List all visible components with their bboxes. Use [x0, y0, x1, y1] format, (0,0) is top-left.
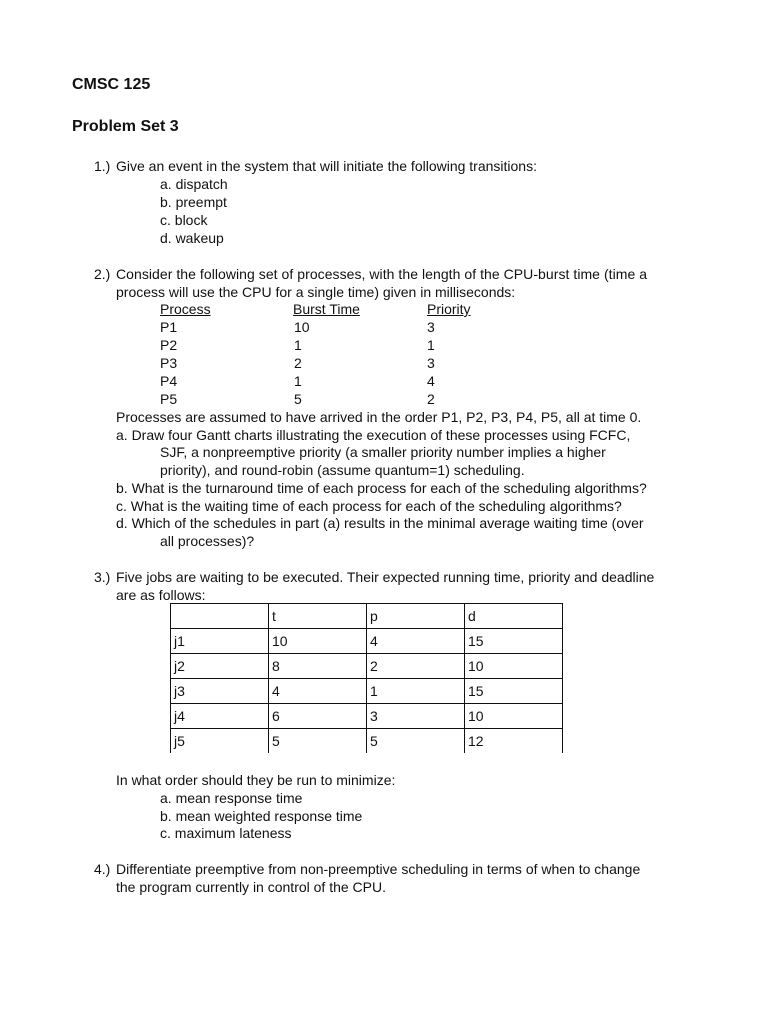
burst-time-header: Burst Time — [293, 301, 360, 317]
q3-order-question: In what order should they be run to minimize: — [116, 772, 396, 788]
table-row — [171, 704, 563, 729]
q1-item-c: c. block — [160, 212, 208, 228]
table-row — [171, 604, 563, 629]
process-row-1-burst: 10 — [294, 319, 310, 335]
q1-text: Give an event in the system that will initiate the following transitions: — [116, 158, 537, 174]
q3-item-c: c. maximum lateness — [160, 825, 292, 841]
q2-part-a-line2: SJF, a nonpreemptive priority (a smaller priority number implies a higher — [160, 444, 606, 460]
process-row-3-name: P3 — [160, 355, 178, 371]
table-cell: 4 — [367, 629, 465, 654]
table-cell: 8 — [269, 654, 367, 679]
q3-number: 3.) — [94, 569, 111, 585]
process-row-4-name: P4 — [160, 373, 178, 389]
table-cell: 4 — [269, 679, 367, 704]
q3-text-line2: are as follows: — [116, 587, 206, 603]
q2-part-c: c. What is the waiting time of each process for each of the scheduling algorithms? — [116, 498, 622, 514]
jobs-header-p: p — [367, 604, 465, 629]
q2-part-d-line1: d. Which of the schedules in part (a) results in the minimal average waiting time (over — [116, 515, 644, 531]
table-cell: 1 — [367, 679, 465, 704]
table-cell: 10 — [465, 654, 563, 679]
q2-text-line2: process will use the CPU for a single time) given in milliseconds: — [116, 284, 516, 300]
process-row-2-priority: 1 — [427, 337, 435, 353]
table-cell: 10 — [465, 704, 563, 729]
process-row-2-burst: 1 — [294, 337, 302, 353]
table-cell: 3 — [367, 704, 465, 729]
table-cell: 15 — [465, 629, 563, 654]
process-row-5-burst: 5 — [294, 391, 302, 407]
process-row-5-priority: 2 — [427, 391, 435, 407]
priority-header: Priority — [427, 301, 471, 317]
q2-part-a-line1: a. Draw four Gantt charts illustrating the execution of these processes using FCFC, — [116, 427, 631, 443]
q3-text-line1: Five jobs are waiting to be executed. Their expected running time, priority and deadline — [116, 569, 655, 585]
jobs-header-job — [171, 604, 269, 629]
table-row — [171, 654, 563, 679]
table-cell: 5 — [269, 729, 367, 754]
q2-part-a-line3: priority), and round-robin (assume quantum=1) scheduling. — [160, 462, 525, 478]
process-row-1-name: P1 — [160, 319, 178, 335]
q1-item-a: a. dispatch — [160, 176, 228, 192]
q1-item-b: b. preempt — [160, 194, 227, 210]
process-row-4-burst: 1 — [294, 373, 302, 389]
q1-item-d: d. wakeup — [160, 230, 224, 246]
q3-item-b: b. mean weighted response time — [160, 808, 363, 824]
table-cell: 12 — [465, 729, 563, 754]
table-cell: 5 — [367, 729, 465, 754]
table-cell: j1 — [171, 629, 269, 654]
process-header: Process — [160, 301, 211, 317]
q4-text-line1: Differentiate preemptive from non-preemptive scheduling in terms of when to change — [116, 861, 641, 877]
q2-number: 2.) — [94, 266, 111, 282]
table-row — [171, 629, 563, 654]
table-cell: 6 — [269, 704, 367, 729]
process-row-3-burst: 2 — [294, 355, 302, 371]
table-cell: j4 — [171, 704, 269, 729]
table-cell: 2 — [367, 654, 465, 679]
process-row-2-name: P2 — [160, 337, 178, 353]
problem-set-title: Problem Set 3 — [72, 118, 179, 135]
jobs-header-t: t — [269, 604, 367, 629]
table-cell: j3 — [171, 679, 269, 704]
jobs-table — [170, 603, 563, 753]
table-row — [171, 679, 563, 704]
process-row-3-priority: 3 — [427, 355, 435, 371]
table-row — [171, 729, 563, 754]
q2-arrival-note: Processes are assumed to have arrived in the order P1, P2, P3, P4, P5, all at time 0. — [116, 409, 642, 425]
process-row-1-priority: 3 — [427, 319, 435, 335]
process-row-4-priority: 4 — [427, 373, 435, 389]
q2-text-line1: Consider the following set of processes, with the length of the CPU-burst time (time a — [116, 266, 648, 282]
q4-text-line2: the program currently in control of the CPU. — [116, 879, 387, 895]
q3-item-a: a. mean response time — [160, 790, 303, 806]
table-cell: j5 — [171, 729, 269, 754]
q2-part-d-line2: all processes)? — [160, 533, 255, 549]
q4-number: 4.) — [94, 861, 111, 877]
q2-part-b: b. What is the turnaround time of each process for each of the scheduling algorithms? — [116, 480, 647, 496]
jobs-header-d: d — [465, 604, 563, 629]
process-row-5-name: P5 — [160, 391, 178, 407]
q1-number: 1.) — [94, 158, 111, 174]
table-cell: j2 — [171, 654, 269, 679]
table-cell: 10 — [269, 629, 367, 654]
table-cell: 15 — [465, 679, 563, 704]
course-title: CMSC 125 — [72, 76, 151, 93]
